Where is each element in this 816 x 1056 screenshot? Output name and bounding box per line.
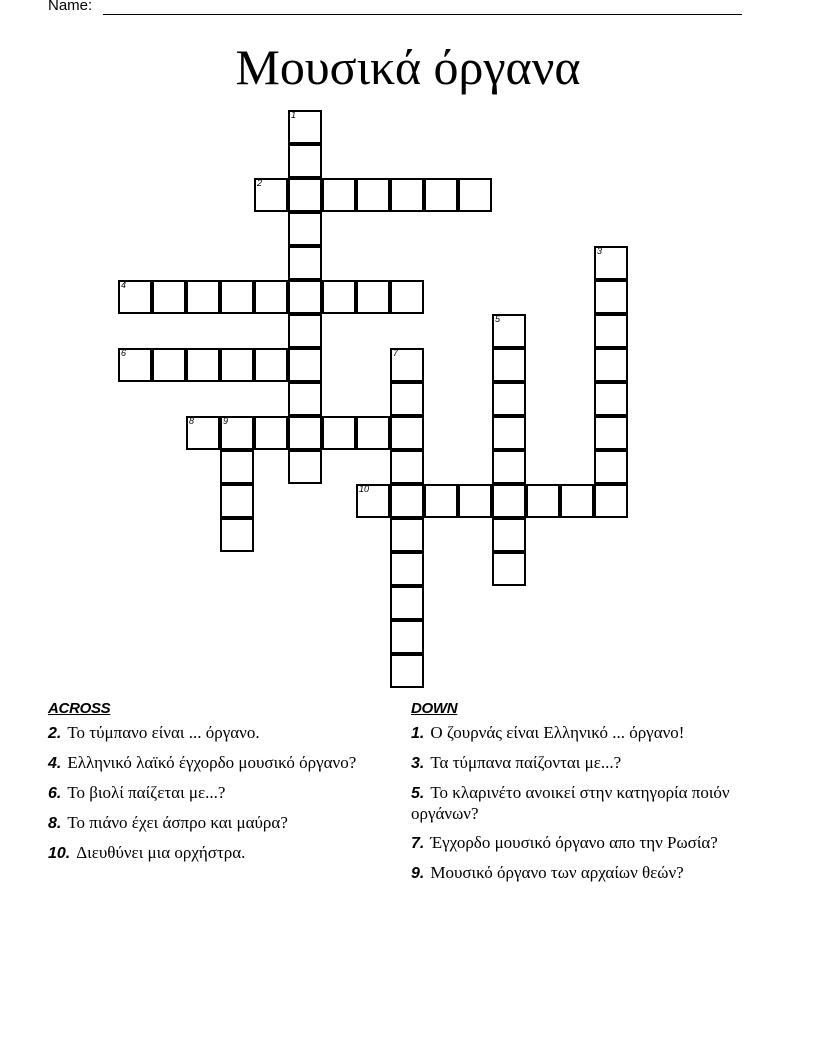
grid-cell[interactable] (356, 280, 390, 314)
grid-cell[interactable] (186, 416, 220, 450)
down-clues (411, 700, 741, 893)
clue-number: 1. (411, 725, 425, 742)
name-label: Name: (48, 0, 93, 14)
cell-number: 3 (597, 246, 603, 256)
grid-cell[interactable] (220, 518, 254, 552)
across-clue (48, 753, 368, 774)
across-clue (48, 813, 368, 834)
down-clue (411, 723, 741, 744)
grid-cell[interactable] (288, 450, 322, 484)
grid-cell[interactable] (288, 144, 322, 178)
page-title: Μουσικά όργανα (235, 39, 581, 95)
cell-number: 1 (291, 110, 297, 120)
grid-cell[interactable] (424, 484, 458, 518)
grid-cell[interactable] (220, 348, 254, 382)
grid-cell[interactable] (390, 450, 424, 484)
across-clue (48, 843, 368, 864)
grid-cell[interactable] (220, 484, 254, 518)
grid-cell[interactable] (594, 484, 628, 518)
down-clue (411, 833, 741, 854)
clue-number: 10. (48, 845, 71, 862)
grid-cell[interactable] (424, 178, 458, 212)
clue-text: Ο ζουρνάς είναι Ελληνικό ... όργανο! (430, 723, 685, 742)
clue-text: Το βιολί παίζεται με...? (67, 783, 226, 802)
clue-number: 8. (48, 815, 62, 832)
grid-cell[interactable] (254, 348, 288, 382)
grid-cell[interactable] (390, 348, 424, 382)
across-clues (48, 700, 368, 873)
grid-cell[interactable] (356, 484, 390, 518)
cell-number: 7 (393, 348, 399, 358)
grid-cell[interactable] (390, 484, 424, 518)
clue-number: 6. (48, 785, 62, 802)
grid-cell[interactable] (492, 518, 526, 552)
grid-cell[interactable] (390, 654, 424, 688)
grid-cell[interactable] (220, 280, 254, 314)
grid-cell[interactable] (288, 416, 322, 450)
grid-cell[interactable] (492, 348, 526, 382)
grid-cell[interactable] (322, 280, 356, 314)
grid-cell[interactable] (390, 416, 424, 450)
clue-text: Μουσικό όργανο των αρχαίων θεών? (430, 863, 684, 882)
cell-number: 4 (121, 280, 127, 290)
grid-cell[interactable] (186, 348, 220, 382)
clue-number: 2. (48, 725, 62, 742)
grid-cell[interactable] (220, 416, 254, 450)
grid-cell[interactable] (560, 484, 594, 518)
across-clue (48, 723, 368, 744)
grid-cell[interactable] (254, 280, 288, 314)
clue-text: Το τύμπανο είναι ... όργανο. (67, 723, 260, 742)
grid-cell[interactable] (288, 348, 322, 382)
grid-cell[interactable] (492, 450, 526, 484)
grid-cell[interactable] (390, 178, 424, 212)
clue-text: Τα τύμπανα παίζονται με...? (430, 753, 622, 772)
grid-cell[interactable] (152, 280, 186, 314)
clue-text: Ελληνικό λαϊκό έγχορδο μουσικό όργανο? (67, 753, 357, 772)
grid-cell[interactable] (492, 314, 526, 348)
grid-cell[interactable] (594, 246, 628, 280)
grid-cell[interactable] (356, 178, 390, 212)
grid-cell[interactable] (220, 450, 254, 484)
grid-cell[interactable] (288, 178, 322, 212)
grid-cell[interactable] (118, 280, 152, 314)
clue-text: Το πιάνο έχει άσπρο και μαύρα? (67, 813, 288, 832)
grid-cell[interactable] (492, 484, 526, 518)
clue-number: 3. (411, 755, 425, 772)
down-clue (411, 863, 741, 884)
grid-cell[interactable] (288, 246, 322, 280)
clue-text: Διευθύνει μια ορχήστρα. (76, 843, 246, 862)
cell-number: 10 (359, 484, 370, 494)
grid-cell[interactable] (254, 416, 288, 450)
grid-cell[interactable] (390, 382, 424, 416)
clue-number: 7. (411, 835, 425, 852)
grid-cell[interactable] (390, 552, 424, 586)
down-clue (411, 753, 741, 774)
clue-number: 4. (48, 755, 62, 772)
grid-cell[interactable] (492, 552, 526, 586)
grid-cell[interactable] (356, 416, 390, 450)
grid-cell[interactable] (492, 382, 526, 416)
clue-number: 5. (411, 785, 425, 802)
cell-number: 5 (495, 314, 501, 324)
grid-cell[interactable] (594, 416, 628, 450)
grid-cell[interactable] (322, 178, 356, 212)
grid-cell[interactable] (594, 450, 628, 484)
across-heading: ACROSS (48, 700, 111, 717)
grid-cell[interactable] (390, 586, 424, 620)
cell-number: 9 (223, 416, 229, 426)
grid-cell[interactable] (152, 348, 186, 382)
grid-cell[interactable] (390, 280, 424, 314)
grid-cell[interactable] (458, 178, 492, 212)
clue-number: 9. (411, 865, 425, 882)
grid-cell[interactable] (390, 518, 424, 552)
grid-cell[interactable] (458, 484, 492, 518)
grid-cell[interactable] (390, 620, 424, 654)
cell-number: 2 (257, 178, 263, 188)
grid-cell[interactable] (186, 280, 220, 314)
cell-number: 8 (189, 416, 195, 426)
grid-cell[interactable] (288, 314, 322, 348)
grid-cell[interactable] (594, 348, 628, 382)
clue-text: Έγχορδο μουσικό όργανο απο την Ρωσία? (430, 833, 718, 852)
grid-cell[interactable] (288, 280, 322, 314)
down-clue (411, 783, 741, 824)
grid-cell[interactable] (492, 416, 526, 450)
grid-cell[interactable] (288, 212, 322, 246)
grid-cell[interactable] (288, 110, 322, 144)
grid-cell[interactable] (288, 382, 322, 416)
grid-cell[interactable] (322, 416, 356, 450)
grid-cell[interactable] (526, 484, 560, 518)
cell-number: 6 (121, 348, 127, 358)
grid-cell[interactable] (594, 314, 628, 348)
across-clue (48, 783, 368, 804)
grid-cell[interactable] (254, 178, 288, 212)
down-heading: DOWN (411, 700, 458, 717)
grid-cell[interactable] (594, 280, 628, 314)
clue-text: Το κλαρινέτο ανοικεί στην κατηγορία ποιόν οργάνων? (411, 783, 730, 823)
grid-cell[interactable] (118, 348, 152, 382)
grid-cell[interactable] (594, 382, 628, 416)
